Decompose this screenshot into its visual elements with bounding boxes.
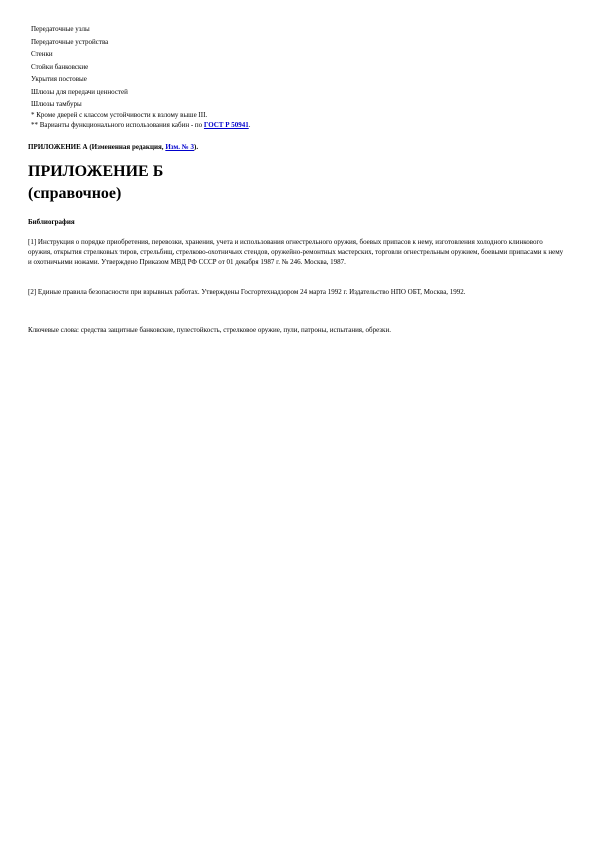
appendix-a-note <box>28 143 198 151</box>
footnote-2 <box>31 121 250 131</box>
bibliography-entry-1: [1] Инструкция о порядке приобретения, перевозки, хранения, учета и использования огнестрельного оружия, боевых припасов к нему, изготовления холодного клинкового оружия, открытия стрелковых тиров, стрельбищ, стрелково-охотничьих стендов, оружейно-ремонтных мастерских, торговли огнестрельным оружием, боевыми припасами к нему и охотничьими ножами. Утверждено Приказом МВД РФ СССР от 01 декабря 1987 г. № 246. Москва, 1987. <box>28 238 564 266</box>
appendix-b-title: ПРИЛОЖЕНИЕ Б <box>28 163 164 180</box>
list-item: Укрытия постовые <box>31 75 87 83</box>
footnote-1: * Кроме дверей с классом устойчивости к взлому выше III. <box>31 111 208 119</box>
bibliography-entry-2: [2] Единые правила безопасности при взрывных работах. Утверждены Госгортехнадзором 24 марта 1992 г. Издательство НПО ОБТ, Москва, 1992. <box>28 288 466 296</box>
list-item: Стойки банковские <box>31 62 89 71</box>
footnote-2-end: . <box>248 120 251 129</box>
list-item: Стенки <box>31 50 53 58</box>
list-item: Шлюзы для передачи ценностей <box>31 87 128 96</box>
list-item: Передаточные устройства <box>31 37 109 46</box>
amendment-link[interactable]: Изм. № 3 <box>165 143 195 151</box>
appendix-a-text: ПРИЛОЖЕНИЕ А (Измененная редакция, <box>28 143 166 151</box>
keywords: Ключевые слова: средства защитные банковские, пулестойкость, стрелковое оружие, пули, патроны, испытания, обрезки. <box>28 326 391 334</box>
list-item: Передаточные узлы <box>31 25 90 33</box>
appendix-a-end: ). <box>194 143 199 151</box>
product-list <box>31 23 128 111</box>
footnotes <box>31 111 250 130</box>
appendix-b-subtitle: (справочное) <box>28 185 122 202</box>
list-item: Шлюзы тамбуры <box>31 100 82 108</box>
bibliography-heading: Библиография <box>28 218 75 226</box>
gost-link[interactable]: ГОСТ Р 50941 <box>203 120 249 129</box>
footnote-2-text: ** Варианты функционального использования кабин - по <box>31 120 204 129</box>
